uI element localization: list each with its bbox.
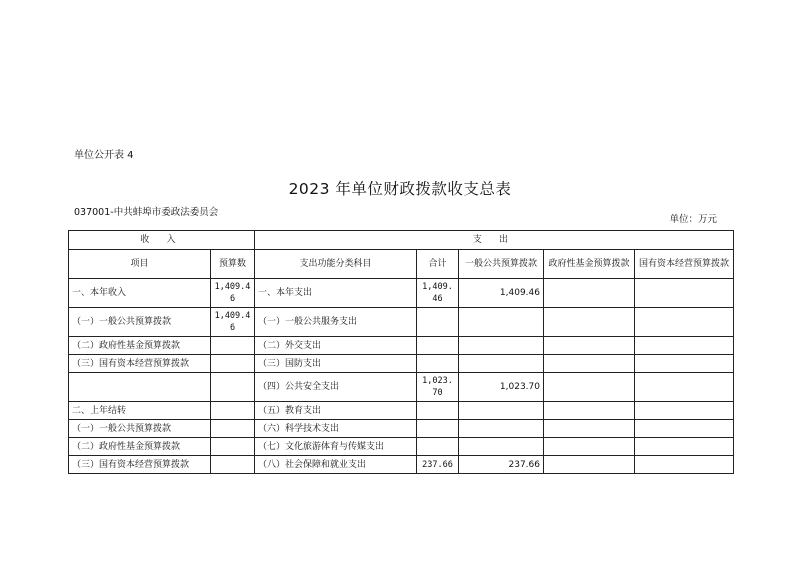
- expense-item: （三）国防支出: [255, 355, 417, 373]
- expense-group-header: 支 出: [255, 231, 734, 250]
- expense-total: 1,023.70: [417, 373, 459, 402]
- expense-general: [459, 420, 544, 438]
- table-row: [69, 279, 734, 308]
- column-header-row: [69, 250, 734, 279]
- income-item: （三）国有资本经营预算拨款: [69, 355, 211, 373]
- col-header-budget: 预算数: [211, 250, 255, 279]
- expense-fund: [544, 456, 635, 474]
- expense-fund: [544, 279, 635, 308]
- form-id-label: 单位公开表 4: [74, 150, 134, 161]
- income-item: （二）政府性基金预算拨款: [69, 337, 211, 355]
- income-amount: [211, 355, 255, 373]
- expense-state: [635, 373, 734, 402]
- income-amount: [211, 420, 255, 438]
- expense-item: （一）一般公共服务支出: [255, 308, 417, 337]
- expense-general: [459, 402, 544, 420]
- expense-general: [459, 308, 544, 337]
- col-header-item: 项目: [69, 250, 211, 279]
- col-header-general: 一般公共预算拨款: [459, 250, 544, 279]
- income-item: （三）国有资本经营预算拨款: [69, 456, 211, 474]
- col-header-state: 国有资本经营预算拨款: [635, 250, 734, 279]
- expense-fund: [544, 402, 635, 420]
- table-row: [69, 456, 734, 474]
- expense-state: [635, 456, 734, 474]
- income-item: （一）一般公共预算拨款: [69, 308, 211, 337]
- expense-state: [635, 355, 734, 373]
- expense-total: [417, 308, 459, 337]
- expense-total: [417, 420, 459, 438]
- group-header-row: [69, 231, 734, 250]
- expense-fund: [544, 438, 635, 456]
- expense-general: 237.66: [459, 456, 544, 474]
- expense-item: （二）外交支出: [255, 337, 417, 355]
- income-amount: 1,409.46: [211, 308, 255, 337]
- expense-state: [635, 279, 734, 308]
- expense-fund: [544, 373, 635, 402]
- expense-item: （六）科学技术支出: [255, 420, 417, 438]
- budget-table: [68, 230, 734, 474]
- table-row: [69, 402, 734, 420]
- expense-item: 一、本年支出: [255, 279, 417, 308]
- expense-total: [417, 337, 459, 355]
- col-header-fund: 政府性基金预算拨款: [544, 250, 635, 279]
- expense-general: 1,409.46: [459, 279, 544, 308]
- table-row: [69, 373, 734, 402]
- income-amount: [211, 438, 255, 456]
- expense-general: [459, 355, 544, 373]
- income-amount: [211, 373, 255, 402]
- income-amount: [211, 402, 255, 420]
- income-item: 一、本年收入: [69, 279, 211, 308]
- expense-item: （四）公共安全支出: [255, 373, 417, 402]
- col-header-function: 支出功能分类科目: [255, 250, 417, 279]
- expense-total: [417, 355, 459, 373]
- expense-total: [417, 438, 459, 456]
- expense-item: （七）文化旅游体育与传媒支出: [255, 438, 417, 456]
- unit-label: 单位：万元: [669, 214, 717, 225]
- expense-general: [459, 438, 544, 456]
- income-amount: [211, 456, 255, 474]
- expense-fund: [544, 355, 635, 373]
- income-item: [69, 373, 211, 402]
- income-amount: [211, 337, 255, 355]
- expense-general: 1,023.70: [459, 373, 544, 402]
- page-title: 2023 年单位财政拨款收支总表: [288, 180, 512, 198]
- table-row: [69, 438, 734, 456]
- expense-state: [635, 402, 734, 420]
- table-row: [69, 355, 734, 373]
- expense-total: 237.66: [417, 456, 459, 474]
- table-row: [69, 308, 734, 337]
- expense-total: [417, 402, 459, 420]
- expense-item: （五）教育支出: [255, 402, 417, 420]
- expense-item: （八）社会保障和就业支出: [255, 456, 417, 474]
- expense-state: [635, 308, 734, 337]
- col-header-total: 合计: [417, 250, 459, 279]
- income-item: （一）一般公共预算拨款: [69, 420, 211, 438]
- expense-general: [459, 337, 544, 355]
- expense-state: [635, 438, 734, 456]
- expense-fund: [544, 420, 635, 438]
- expense-fund: [544, 308, 635, 337]
- table-row: [69, 420, 734, 438]
- expense-total: 1,409.46: [417, 279, 459, 308]
- table-row: [69, 337, 734, 355]
- expense-state: [635, 420, 734, 438]
- income-group-header: 收 入: [69, 231, 255, 250]
- income-amount: 1,409.46: [211, 279, 255, 308]
- organization-name: 037001-中共蚌埠市委政法委员会: [74, 207, 219, 218]
- income-item: （二）政府性基金预算拨款: [69, 438, 211, 456]
- income-item: 二、上年结转: [69, 402, 211, 420]
- expense-fund: [544, 337, 635, 355]
- expense-state: [635, 337, 734, 355]
